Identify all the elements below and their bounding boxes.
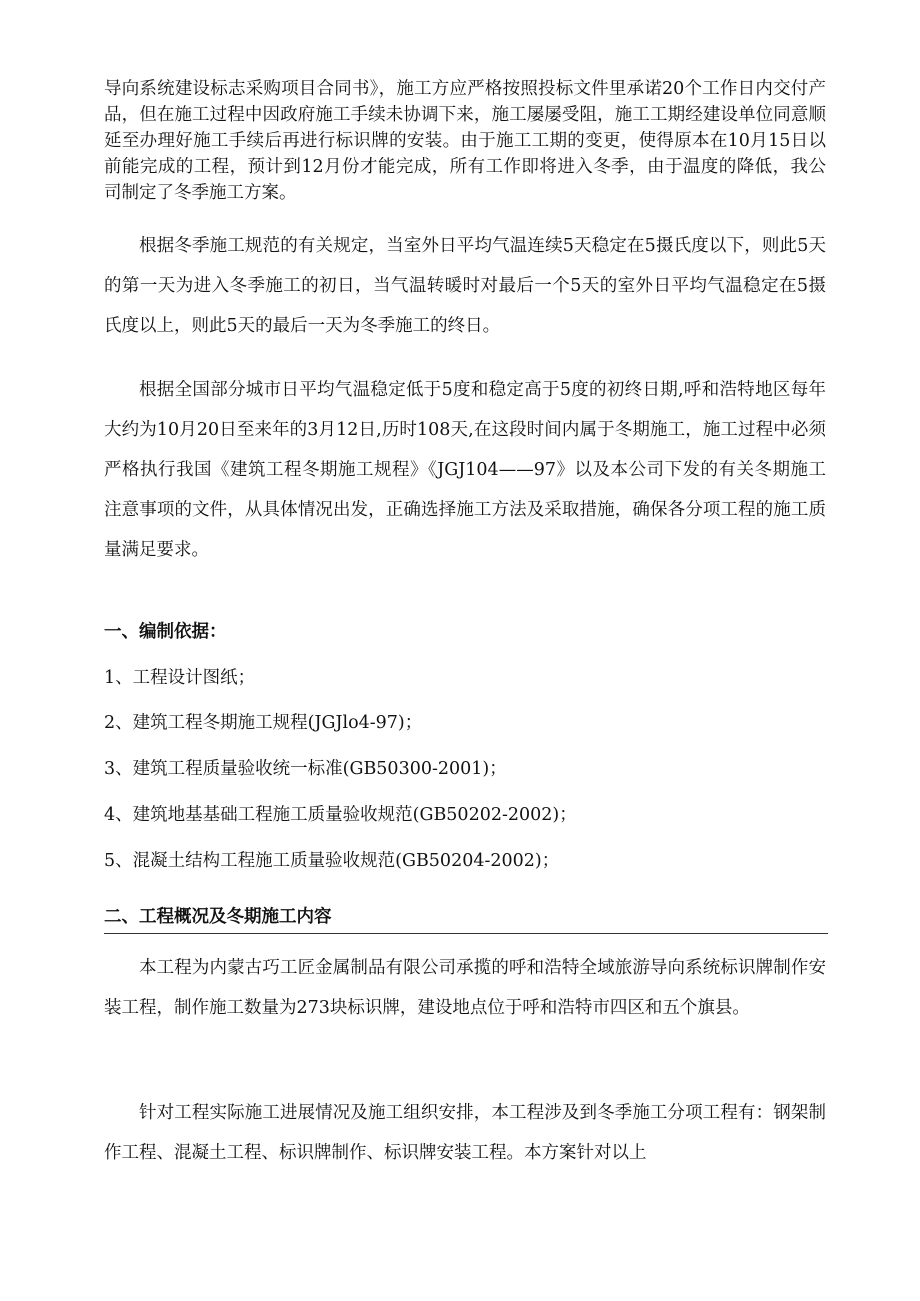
list-item: 5、混凝土结构工程施工质量验收规范(GB50204-2002)； — [104, 851, 560, 871]
intro-paragraph: 导向系统建设标志采购项目合同书》，施工方应严格按照投标文件里承诺20个工作日内交付产品，但在施工过程中因政府施工手续未协调下来，施工屡屡受阻，施工工期经建设单位同意顺延至办理好施工手续后再进行标识牌的安装。由于施工工期的变更，使得原本在10月15日以前能完成的工程，预计到12月份才能完成，所有工作即将进入冬季，由于温度的降低，我公司制定了冬季施工方案。 — [104, 79, 826, 203]
hohhot-climate-paragraph: 根据全国部分城市日平均气温稳定低于5度和稳定高于5度的初终日期,呼和浩特地区每年大约为10月20日至来年的3月12日,历时108天,在这段时间内属于冬期施工，施工过程中必须严格执行我国《建筑工程冬期施工规程》《JGJ104——97》以及本公司下发的有关冬期施工注意事项的文件，从具体情况出发，正确选择施工方法及采取措施，确保各分项工程的施工质量满足要求。 — [104, 380, 826, 560]
section-heading-project-overview: 二、工程概况及冬期施工内容 — [104, 903, 828, 934]
winter-definition-paragraph: 根据冬季施工规范的有关规定，当室外日平均气温连续5天稳定在5摄氏度以下，则此5天的第一天为进入冬季施工的初日，当气温转暖时对最后一个5天的室外日平均气温稳定在5摄氏度以上，则此5天的最后一天为冬季施工的终日。 — [104, 236, 826, 336]
winter-works-paragraph: 针对工程实际施工进展情况及施工组织安排，本工程涉及到冬季施工分项工程有：钢架制作工程、混凝土工程、标识牌制作、标识牌安装工程。本方案针对以上 — [104, 1103, 826, 1163]
list-item: 3、建筑工程质量验收统一标准(GB50300-2001)； — [104, 759, 507, 779]
list-item: 2、建筑工程冬期施工规程(JGJlo4-97)； — [104, 713, 423, 733]
list-item: 1、工程设计图纸； — [104, 668, 256, 688]
list-item: 4、建筑地基基础工程施工质量验收规范(GB50202-2002)； — [104, 805, 577, 825]
section-heading-compilation-basis: 一、编制依据： — [104, 622, 227, 642]
project-overview-paragraph: 本工程为内蒙古巧工匠金属制品有限公司承揽的呼和浩特全域旅游导向系统标识牌制作安装工程，制作施工数量为273块标识牌，建设地点位于呼和浩特市四区和五个旗县。 — [104, 958, 826, 1018]
